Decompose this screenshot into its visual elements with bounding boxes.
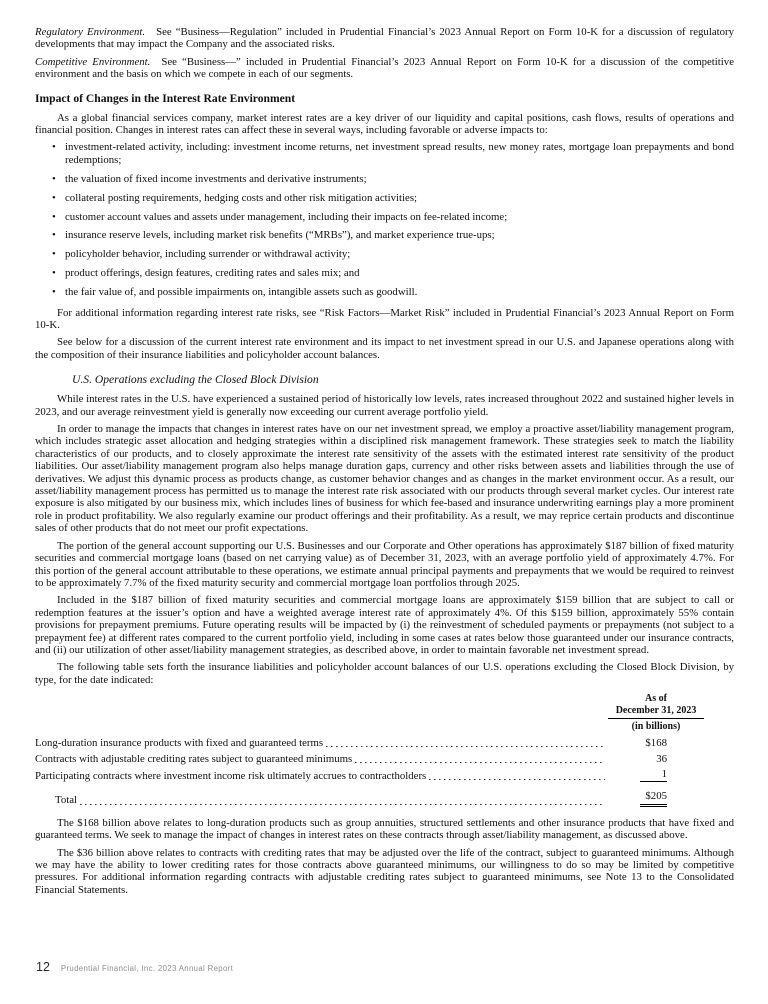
bullet-item: • policyholder behavior, including surrender or withdrawal activity;: [35, 248, 734, 260]
paragraph-lead-in: Regulatory Environment.: [35, 26, 146, 38]
subsection-heading: U.S. Operations excluding the Closed Block Division: [72, 373, 319, 387]
intro-paragraph: [35, 56, 734, 81]
dot-leader: [355, 755, 605, 765]
table-total-label: Total: [55, 794, 78, 807]
body-paragraph: As a global financial services company, market interest rates are a key driver of our liquidity and capital positions, cash flows, results of operations and financial position. Changes in interest rates can affect these in several ways, including favorable or adverse impacts to:: [35, 111, 734, 137]
financial-table: [35, 693, 704, 807]
bullet-item: • customer account values and assets under management, including their impacts on fee-related income;: [35, 211, 734, 223]
table-row-value: $168: [645, 737, 667, 750]
dot-leader: [326, 740, 605, 750]
table-total-row: [35, 790, 704, 806]
bullet-list: [35, 141, 734, 298]
dot-leader: [80, 797, 605, 807]
body-paragraph: While interest rates in the U.S. have experienced a sustained period of historically low levels, rates increased throughout 2022 and sustained higher levels in 2023, and our average reinvestment yield is generally now exceeding our current average portfolio yield.: [35, 393, 734, 418]
table-units-label: (in billions): [631, 721, 681, 733]
body-paragraph: The $36 billion above relates to contracts with crediting rates that may be adjusted over the life of the contract, subject to guaranteed minimums. Although we may have the ability to lower crediting rates for those contracts above guaranteed minimums, our willingness to do so may be limited by competitive pressures. For additional information regarding contracts with adjustable crediting rates subject to guaranteed minimums, see Note 13 to the Consolidated Financial Statements.: [35, 846, 734, 896]
table-row: [35, 768, 704, 782]
table-row: [35, 753, 704, 765]
table-row-label: Participating contracts where investment income risk ultimately accrues to contractholders: [35, 769, 427, 782]
page-number: 12: [36, 960, 50, 974]
paragraph-lead-in: Competitive Environment.: [35, 55, 151, 68]
dot-leader: [429, 772, 605, 782]
bullet-item: • investment-related activity, including: investment income returns, net investment spread results, new money rates, mortgage loan prepayments and bond redemptions;: [35, 141, 734, 166]
column-header-line1: As of: [645, 693, 667, 705]
body-paragraph: The $168 billion above relates to long-duration products such as group annuities, structured settlements and other insurance products that have fixed and guaranteed terms. We seek to manage the impact of changes in interest rates on these contracts through asset/liability management, as discussed above.: [35, 816, 734, 842]
page-footer: [36, 960, 233, 974]
table-row-label: Long-duration insurance products with fixed and guaranteed terms: [35, 737, 324, 750]
bullet-item: • the valuation of fixed income investments and derivative instruments;: [35, 173, 734, 185]
table-total-value: $205: [608, 790, 704, 806]
section-heading: Impact of Changes in the Interest Rate Environment: [35, 91, 296, 105]
table-units-row: [35, 719, 704, 734]
body-paragraph: Included in the $187 billion of fixed maturity securities and commercial mortgage loans are approximately $159 billion that are subject to call or redemption features at the issuer’s option and have a weighted average interest rate of approximately 4%. Of this $159 billion, approximately 55% contain provisions for prepayment premiums. Future operating results will be impacted by (i) the reinvestment of scheduled payments or prepayments (not subject to a prepayment fee) at different rates compared to the current portfolio yield, including in some cases at rates below those guaranteed under our insurance contracts, and (ii) our utilization of other asset/liability management strategies, as described above, in order to maintain favorable net investment spread.: [35, 594, 734, 656]
table-header-row: [35, 693, 704, 719]
table-row-value: 36: [656, 752, 667, 765]
paragraph-text: See “Business—” included in Prudential Financial’s 2023 Annual Report on Form 10-K for a discussion of the competitive environment and the basis on which we compete in each of our segments.: [35, 55, 734, 81]
table-row: [35, 737, 704, 749]
bullet-item: • collateral posting requirements, hedging costs and other risk mitigation activities;: [35, 192, 734, 204]
bullet-item: • the fair value of, and possible impairments on, intangible assets such as goodwill.: [35, 286, 734, 298]
column-header-line2: December 31, 2023: [615, 704, 697, 716]
table-column-header: [608, 693, 704, 719]
body-paragraph: See below for a discussion of the current interest rate environment and its impact to net investment spread in our U.S. and Japanese operations along with the composition of their insurance liabilities and policyholder account balances.: [35, 336, 734, 361]
body-paragraph: The portion of the general account supporting our U.S. Businesses and our Corporate and Other operations has approximately $187 billion of fixed maturity securities and commercial mortgage loans (based on net carrying value) as of December 31, 2023, with an average portfolio yield of approximately 4.7%. For this portion of the general account attributable to these operations, we estimate annual principal payments and prepayments that we would be required to reinvest to be approximately 7.7% of the fixed maturity security and commercial mortgage loan portfolios through 2025.: [35, 539, 734, 589]
intro-paragraph: [35, 26, 734, 51]
table-row-label: Contracts with adjustable crediting rates subject to guaranteed minimums: [35, 752, 353, 765]
body-paragraph: For additional information regarding interest rate risks, see “Risk Factors—Market Risk” included in Prudential Financial’s 2023 Annual Report on Form 10-K.: [35, 306, 734, 331]
bullet-item: • product offerings, design features, crediting rates and sales mix; and: [35, 267, 734, 279]
paragraph-text: See “Business—Regulation” included in Prudential Financial’s 2023 Annual Report on Form 10-K for a discussion of regulatory developments that may impact the Company and the associated risks.: [35, 26, 734, 51]
table-row-value: 1: [608, 768, 704, 782]
body-paragraph: The following table sets forth the insurance liabilities and policyholder account balances of our U.S. operations excluding the Closed Block Division, by type, for the date indicated:: [35, 661, 734, 686]
bullet-item: • insurance reserve levels, including market risk benefits (“MRBs”), and market experience true-ups;: [35, 229, 734, 241]
footer-report-title: Prudential Financial, Inc. 2023 Annual Report: [60, 964, 234, 973]
body-paragraph: In order to manage the impacts that changes in interest rates have on our net investment spread, we employ a proactive asset/liability management program, which includes strategic asset allocation and hedging strategies within a disciplined risk management framework. These strategies seek to match the liability characteristics of our products, and to closely approximate the interest rate sensitivity of the assets with the estimated interest rate sensitivity of the product liabilities. Our asset/liability management program also helps manage duration gaps, currency and other risks between assets and liabilities through the use of derivatives. We adjust this dynamic process as products change, as customer behavior changes and as changes in the market environment occur. As a result, our asset/liability management process has permitted us to manage the interest rate risk associated with our products through several market cycles. Our interest rate exposure is also mitigated by our business mix, which includes lines of business for which fee-based and insurance underwriting earnings play a more prominent role in product profitability. We also regularly examine our product offerings and their profitability. As a result, we may reprice certain products and discontinue sales of other products that do not meet our profit expectations.: [35, 423, 734, 535]
